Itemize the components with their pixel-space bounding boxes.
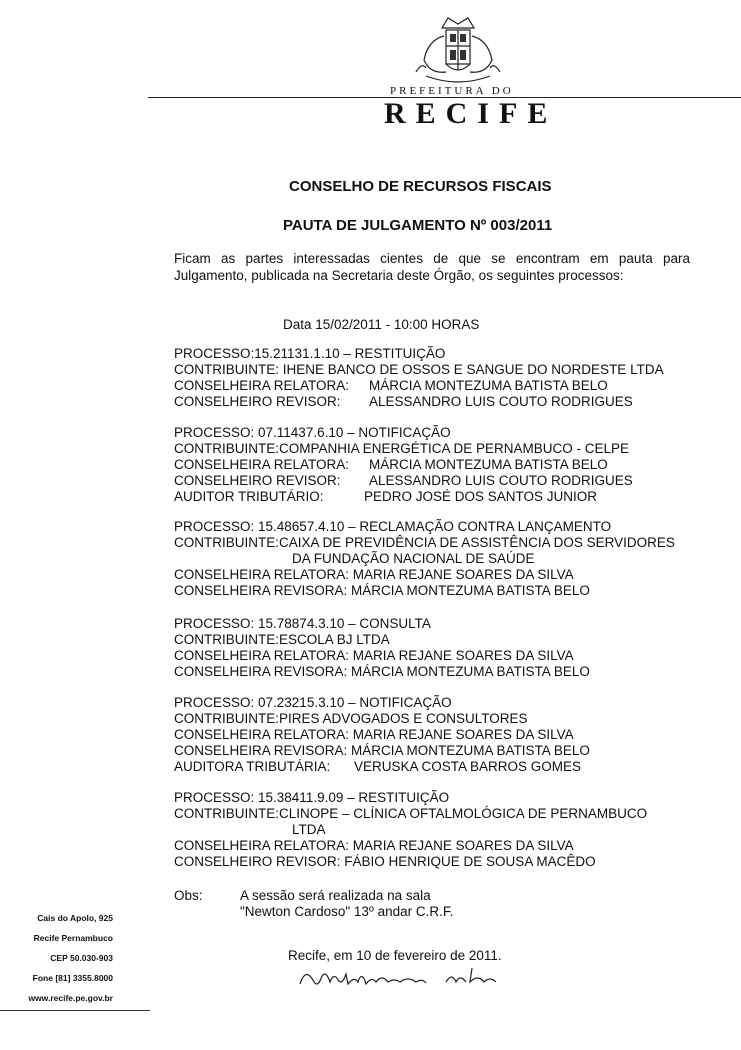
session-date: Data 15/02/2011 - 10:00 HORAS	[283, 317, 480, 332]
pauta-title: PAUTA DE JULGAMENTO Nº 003/2011	[283, 217, 553, 234]
auditor-name: VERUSKA COSTA BARROS GOMES	[354, 759, 582, 774]
reviewer-line: CONSELHEIRA REVISORA: MÁRCIA MONTEZUMA BATISTA BELO	[174, 743, 590, 758]
address-cep: CEP 50.030-903	[50, 953, 113, 963]
intro-paragraph: Ficam as partes interessadas cientes de que se encontram em pauta para Julgamento, publicada na Secretaria deste Órgão, os seguintes processos:	[174, 251, 690, 283]
address-phone: Fone [81] 3355.8000	[32, 973, 113, 983]
contributor-line-cont: LTDA	[292, 822, 326, 837]
reviewer-name: ALESSANDRO LUIS COUTO RODRIGUES	[369, 473, 633, 488]
process-line: PROCESSO: 07.23215.3.10 – NOTIFICAÇÃO	[174, 695, 452, 710]
reviewer-label: CONSELHEIRO REVISOR:	[174, 473, 341, 488]
contributor-line: CONTRIBUINTE:CLINOPE – CLÍNICA OFTALMOLÓGICA DE PERNAMBUCO	[174, 806, 648, 821]
header-city: RECIFE	[384, 97, 558, 130]
contributor-line-cont: DA FUNDAÇÃO NACIONAL DE SAÚDE	[292, 551, 535, 566]
obs-line: "Newton Cardoso" 13º andar C.R.F.	[240, 904, 454, 919]
reviewer-name: ALESSANDRO LUIS COUTO RODRIGUES	[369, 394, 633, 409]
address-city: Recife Pernambuco	[33, 933, 113, 943]
obs-text	[240, 888, 453, 920]
council-title: CONSELHO DE RECURSOS FISCAIS	[289, 178, 552, 195]
contributor-line: CONTRIBUINTE:ESCOLA BJ LTDA	[174, 632, 390, 647]
process-line: PROCESSO: 15.78874.3.10 – CONSULTA	[174, 616, 431, 631]
contributor-line: CONTRIBUINTE:CAIXA DE PREVIDÊNCIA DE ASSISTÊNCIA DOS SERVIDORES	[174, 535, 675, 550]
reporter-label: CONSELHEIRA RELATORA:	[174, 378, 350, 393]
closing-date: Recife, em 10 de fevereiro de 2011.	[288, 948, 502, 963]
contributor-line: CONTRIBUINTE: IHENE BANCO DE OSSOS E SANGUE DO NORDESTE LTDA	[174, 362, 664, 377]
process-block	[174, 346, 664, 410]
contributor-line: CONTRIBUINTE:PIRES ADVOGADOS E CONSULTORES	[174, 711, 528, 726]
process-block	[174, 695, 590, 775]
process-line: PROCESSO:15.21131.1.10 – RESTITUIÇÃO	[174, 346, 446, 361]
reporter-name: MÁRCIA MONTEZUMA BATISTA BELO	[369, 457, 608, 472]
reporter-line: CONSELHEIRA RELATORA: MARIA REJANE SOARES DA SILVA	[174, 648, 574, 663]
address-block	[10, 908, 113, 1008]
address-street: Cais do Apolo, 925	[37, 913, 113, 923]
obs-label: Obs:	[174, 888, 203, 903]
process-block	[174, 519, 675, 599]
coat-of-arms-icon	[412, 10, 504, 88]
reviewer-label: CONSELHEIRO REVISOR:	[174, 394, 341, 409]
auditor-name: PEDRO JOSÉ DOS SANTOS JUNIOR	[364, 489, 598, 504]
reviewer-line: CONSELHEIRO REVISOR: FÁBIO HENRIQUE DE SOUSA MACÊDO	[174, 854, 596, 869]
process-line: PROCESSO: 15.48657.4.10 – RECLAMAÇÃO CONTRA LANÇAMENTO	[174, 519, 612, 534]
address-web: www.recife.pe.gov.br	[28, 993, 113, 1003]
reporter-line: CONSELHEIRA RELATORA: MARIA REJANE SOARES DA SILVA	[174, 838, 574, 853]
signature-icon	[296, 962, 516, 992]
reviewer-line: CONSELHEIRA REVISORA: MÁRCIA MONTEZUMA BATISTA BELO	[174, 664, 590, 679]
process-line: PROCESSO: 15.38411.9.09 – RESTITUIÇÃO	[174, 790, 450, 805]
auditor-label: AUDITORA TRIBUTÁRIA:	[174, 759, 331, 774]
reporter-name: MÁRCIA MONTEZUMA BATISTA BELO	[369, 378, 608, 393]
process-block	[174, 790, 647, 870]
auditor-label: AUDITOR TRIBUTÁRIO:	[174, 489, 324, 504]
reporter-label: CONSELHEIRA RELATORA:	[174, 457, 350, 472]
process-block	[174, 616, 590, 680]
process-block	[174, 425, 633, 505]
header-prefeitura: PREFEITURA DO	[390, 85, 514, 97]
obs-line: A sessão será realizada na sala	[240, 888, 431, 903]
reporter-line: CONSELHEIRA RELATORA: MARIA REJANE SOARES DA SILVA	[174, 567, 574, 582]
reporter-line: CONSELHEIRA RELATORA: MARIA REJANE SOARES DA SILVA	[174, 727, 574, 742]
reviewer-line: CONSELHEIRA REVISORA: MÁRCIA MONTEZUMA BATISTA BELO	[174, 583, 590, 598]
footer-divider	[0, 1010, 150, 1011]
contributor-line: CONTRIBUINTE:COMPANHIA ENERGÉTICA DE PERNAMBUCO - CELPE	[174, 441, 630, 456]
process-line: PROCESSO: 07.11437.6.10 – NOTIFICAÇÃO	[174, 425, 451, 440]
